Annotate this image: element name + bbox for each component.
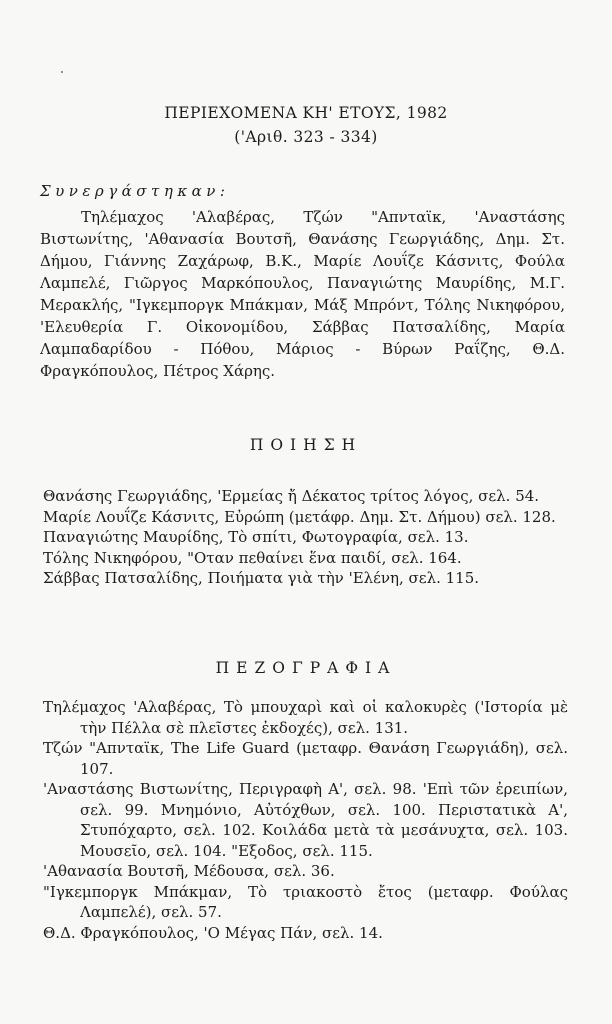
list-item: Παναγιώτης Μαυρίδης, Τὸ σπίτι, Φωτογραφία, σελ. 13. (43, 528, 469, 546)
list-item: 'Αθανασία Βουτσῆ, Μέδουσα, σελ. 36. (43, 862, 335, 880)
prose-list (43, 697, 568, 943)
list-item: "Ιγκεμποργκ Μπάκμαν, Τὸ τριακοστὸ ἔτος (μεταφρ. Φούλας Λαμπελέ), σελ. 57. (43, 882, 568, 921)
contributors-label: Συνεργάστηκαν: (40, 182, 230, 200)
prose-heading: ΠΕΖΟΓΡΑΦΙΑ (215, 659, 397, 677)
list-item: Μαρίε Λουΐζε Κάσνιτς, Εὐρώπη (μετάφρ. Δημ. Στ. Δήμου) σελ. 128. (43, 507, 556, 526)
list-item: Τηλέμαχος 'Αλαβέρας, Τὸ μπουχαρὶ καὶ οἱ καλοκυρὲς ('Ιστορία μὲ τὴν Πέλλα σὲ πλεῖστες ἐκδοχές), σελ. 131. (43, 698, 568, 737)
issue-range: ('Αριθ. 323 - 334) (234, 128, 378, 146)
contributors-list: Τηλέμαχος 'Αλαβέρας, Τζών "Απνταϊκ, 'Αναστάσης Βιστωνίτης, 'Αθανασία Βουτσῆ, Θανάσης Γεωργιάδης, Δημ. Στ. Δήμου, Γιάννης Ζαχάρωφ, Β.Κ., Μαρίε Λουΐζε Κάσνιτς, Φούλα Λαμπελέ, Γιῶργος Μαρκόπουλος, Παναγιώτης Μαυρίδης, Μ.Γ. Μερακλής, "Ιγκεμποργκ Μπάκμαν, Μάξ Μπρόντ, Τόλης Νικηφόρου, 'Ελευθερία Γ. Οἰκονομίδου, Σάββας Πατσαλίδης, Μαρία Λαμπαδαρίδου - Πόθου, Μάριος - Βύρων Ραΐζης, Θ.Δ. Φραγκόπουλος, Πέτρος Χάρης. (40, 208, 565, 380)
list-item: Θανάσης Γεωργιάδης, 'Ερμείας ἤ Δέκατος τρίτος λόγος, σελ. 54. (43, 487, 540, 505)
speck-mark (61, 71, 63, 73)
poetry-heading: ΠΟΙΗΣΗ (249, 436, 363, 454)
list-item: Σάββας Πατσαλίδης, Ποιήματα γιὰ τὴν 'Ελένη, σελ. 115. (43, 569, 480, 587)
list-item: Τζών "Απνταϊκ, The Life Guard (μεταφρ. Θανάση Γεωργιάδη), σελ. 107. (43, 739, 568, 778)
list-item: Θ.Δ. Φραγκόπουλος, 'Ο Μέγας Πάν, σελ. 14. (43, 923, 383, 942)
list-item: 'Αναστάσης Βιστωνίτης, Περιγραφὴ Α', σελ. 98. 'Επὶ τῶν ἐρειπίων, σελ. 99. Μνημόνιο, Αὐτόχθων, σελ. 100. Περιστατικὰ Α', Στυπόχαρτο, σελ. 102. Κοιλάδα μετὰ τὰ μεσάνυχτα, σελ. 103. Μουσεῖο, σελ. 104. "Εξοδος, σελ. 115. (43, 780, 568, 860)
page-title: ΠΕΡΙΕΧΟΜΕΝΑ ΚΗ' ΕΤΟΥΣ, 1982 (164, 104, 448, 122)
list-item: Τόλης Νικηφόρου, "Οταν πεθαίνει ἕνα παιδί, σελ. 164. (43, 548, 462, 567)
poetry-list (43, 486, 568, 589)
